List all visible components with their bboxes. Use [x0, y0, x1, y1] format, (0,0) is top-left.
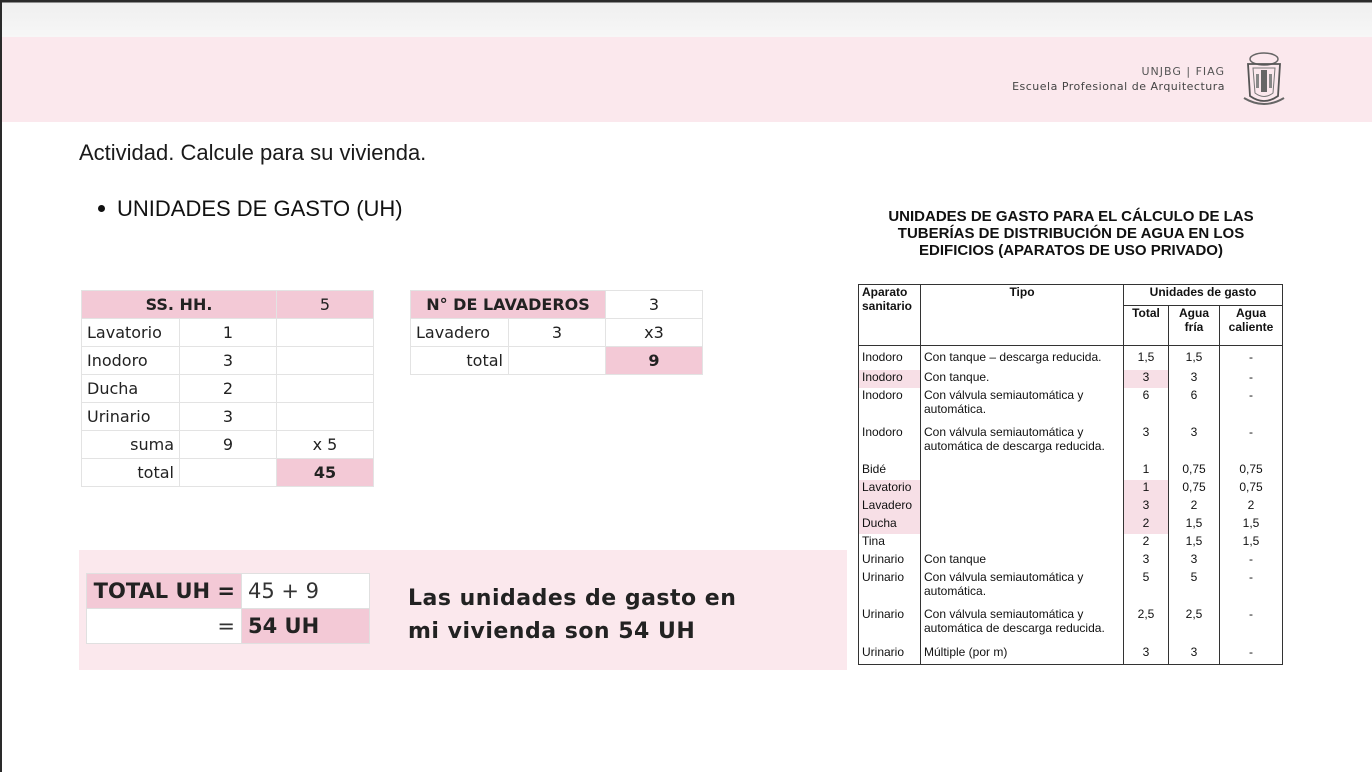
cell-fria: 1,5 — [1169, 346, 1220, 371]
sshh-row-label: Lavatorio — [82, 319, 180, 347]
lav-total-label: total — [411, 347, 509, 375]
table-row — [859, 388, 1283, 425]
cell-fria: 1,5 — [1169, 534, 1220, 552]
header-institution: UNJBG | FIAG — [1141, 65, 1225, 78]
col-tipo-header: Tipo — [921, 285, 1124, 346]
lavaderos-table — [410, 290, 703, 375]
table-row — [859, 516, 1283, 534]
table-row — [411, 319, 703, 347]
cell-aparato: Inodoro — [859, 425, 921, 462]
cell-tipo: Con tanque. — [921, 370, 1124, 388]
reference-title-line-1: UNIDADES DE GASTO PARA EL CÁLCULO DE LAS — [888, 208, 1254, 225]
table-row — [859, 462, 1283, 480]
table-row — [859, 607, 1283, 645]
cell-tipo — [921, 462, 1124, 480]
cell-tipo — [921, 534, 1124, 552]
cell-total: 3 — [1124, 498, 1169, 516]
cell-tipo: Con válvula semiautomática y automática de descarga reducida. — [921, 607, 1124, 645]
lav-row-value: 3 — [509, 319, 606, 347]
table-row — [82, 459, 374, 487]
sshh-row-value: 3 — [180, 403, 277, 431]
sshh-row-value: 1 — [180, 319, 277, 347]
cell-fria: 2 — [1169, 498, 1220, 516]
cell-total: 2 — [1124, 534, 1169, 552]
cell-aparato: Inodoro — [859, 388, 921, 425]
total-uh-result: 54 UH — [242, 609, 370, 644]
cell-caliente: - — [1220, 425, 1283, 462]
cell-aparato: Inodoro — [859, 346, 921, 371]
total-uh-expression: 45 + 9 — [242, 574, 370, 609]
cell-tipo: Con válvula semiautomática y automática de descarga reducida. — [921, 425, 1124, 462]
conclusion-text — [408, 582, 736, 648]
sshh-row-label: Urinario — [82, 403, 180, 431]
reference-body — [859, 346, 1283, 665]
cell-tipo: Con tanque — [921, 552, 1124, 570]
cell-caliente: - — [1220, 370, 1283, 388]
table-row — [411, 291, 703, 319]
conclusion-line-2: mi vivienda son 54 UH — [408, 619, 696, 644]
cell-fria: 3 — [1169, 425, 1220, 462]
activity-title: Actividad. Calcule para su vivienda. — [79, 140, 427, 165]
lav-total-value: 9 — [606, 347, 703, 375]
cell-total: 3 — [1124, 425, 1169, 462]
lav-multiplier: x3 — [606, 319, 703, 347]
cell-aparato: Lavadero — [859, 498, 921, 516]
sshh-row-label: Inodoro — [82, 347, 180, 375]
table-row — [859, 552, 1283, 570]
cell-tipo: Con válvula semiautomática y automática. — [921, 570, 1124, 607]
table-row — [82, 347, 374, 375]
cell-caliente: 0,75 — [1220, 480, 1283, 498]
table-row — [82, 403, 374, 431]
reference-title-line-2: TUBERÍAS DE DISTRIBUCIÓN DE AGUA EN LOS — [897, 225, 1245, 242]
cell-caliente: - — [1220, 570, 1283, 607]
table-row — [82, 431, 374, 459]
header-school: Escuela Profesional de Arquitectura — [1012, 80, 1225, 93]
sshh-head-label: SS. HH. — [82, 291, 277, 319]
cell-fria: 0,75 — [1169, 480, 1220, 498]
table-row — [411, 347, 703, 375]
cell-tipo: Con tanque – descarga reducida. — [921, 346, 1124, 371]
sshh-row-value: 2 — [180, 375, 277, 403]
total-uh-equals: = — [87, 609, 242, 644]
cell-caliente: - — [1220, 388, 1283, 425]
cell-total: 3 — [1124, 370, 1169, 388]
table-row — [859, 570, 1283, 607]
cell-caliente: 1,5 — [1220, 516, 1283, 534]
sshh-row-value: 3 — [180, 347, 277, 375]
cell-tipo — [921, 498, 1124, 516]
table-row — [859, 370, 1283, 388]
cell-caliente: - — [1220, 645, 1283, 665]
reference-table — [858, 284, 1283, 665]
sshh-total-value: 45 — [277, 459, 374, 487]
cell-fria: 5 — [1169, 570, 1220, 607]
cell-caliente: 0,75 — [1220, 462, 1283, 480]
total-uh-label: TOTAL UH = — [87, 574, 242, 609]
cell-tipo — [921, 516, 1124, 534]
cell-total: 3 — [1124, 552, 1169, 570]
cell-total: 6 — [1124, 388, 1169, 425]
cell-aparato: Urinario — [859, 607, 921, 645]
col-aparato-header: Aparato sanitario — [859, 285, 921, 346]
cell-aparato: Tina — [859, 534, 921, 552]
cell-fria: 2,5 — [1169, 607, 1220, 645]
reference-title-line-3: EDIFICIOS (APARATOS DE USO PRIVADO) — [919, 242, 1223, 259]
sshh-multiplier: x 5 — [277, 431, 374, 459]
col-fria-header: Agua fría — [1169, 306, 1220, 346]
section-bullet — [98, 196, 403, 222]
cell-fria: 3 — [1169, 370, 1220, 388]
cell-aparato: Urinario — [859, 570, 921, 607]
cell-total: 2,5 — [1124, 607, 1169, 645]
bullet-dot — [98, 205, 105, 212]
col-total-header: Total — [1124, 306, 1169, 346]
lav-row-label: Lavadero — [411, 319, 509, 347]
cell-aparato: Ducha — [859, 516, 921, 534]
table-row — [859, 498, 1283, 516]
cell-total: 1,5 — [1124, 346, 1169, 371]
cell-caliente: 2 — [1220, 498, 1283, 516]
cell-fria: 6 — [1169, 388, 1220, 425]
table-row — [87, 609, 370, 644]
cell-tipo: Múltiple (por m) — [921, 645, 1124, 665]
sshh-head-value: 5 — [277, 291, 374, 319]
cell-total: 2 — [1124, 516, 1169, 534]
cell-caliente: - — [1220, 346, 1283, 371]
table-row — [859, 425, 1283, 462]
table-row — [82, 291, 374, 319]
cell-fria: 3 — [1169, 552, 1220, 570]
cell-tipo: Con válvula semiautomática y automática. — [921, 388, 1124, 425]
table-row — [859, 534, 1283, 552]
table-row — [82, 319, 374, 347]
cell-caliente: - — [1220, 607, 1283, 645]
sshh-total-label: total — [82, 459, 180, 487]
university-seal-icon — [1240, 50, 1288, 108]
cell-total: 1 — [1124, 480, 1169, 498]
cell-fria: 1,5 — [1169, 516, 1220, 534]
sshh-sum-value: 9 — [180, 431, 277, 459]
col-group-header: Unidades de gasto — [1124, 285, 1283, 306]
cell-aparato: Urinario — [859, 645, 921, 665]
cell-total: 1 — [1124, 462, 1169, 480]
bullet-text: UNIDADES DE GASTO (UH) — [117, 196, 403, 221]
cell-total: 5 — [1124, 570, 1169, 607]
conclusion-line-1: Las unidades de gasto en — [408, 586, 737, 611]
cell-aparato: Lavatorio — [859, 480, 921, 498]
cell-tipo — [921, 480, 1124, 498]
col-caliente-header: Agua caliente — [1220, 306, 1283, 346]
table-row — [859, 480, 1283, 498]
lav-head-value: 3 — [606, 291, 703, 319]
table-row — [87, 574, 370, 609]
cell-aparato: Urinario — [859, 552, 921, 570]
table-row — [859, 645, 1283, 665]
cell-aparato: Bidé — [859, 462, 921, 480]
sshh-table — [81, 290, 374, 487]
cell-caliente: - — [1220, 552, 1283, 570]
cell-caliente: 1,5 — [1220, 534, 1283, 552]
table-header-row — [859, 285, 1283, 306]
cell-fria: 3 — [1169, 645, 1220, 665]
window-top-bar — [0, 0, 1372, 37]
lav-head-label: N° DE LAVADEROS — [411, 291, 606, 319]
sshh-sum-label: suma — [82, 431, 180, 459]
cell-total: 3 — [1124, 645, 1169, 665]
cell-aparato: Inodoro — [859, 370, 921, 388]
reference-title — [858, 208, 1284, 259]
cell-fria: 0,75 — [1169, 462, 1220, 480]
total-uh-table — [86, 573, 370, 644]
table-row — [82, 375, 374, 403]
table-row — [859, 346, 1283, 371]
sshh-row-label: Ducha — [82, 375, 180, 403]
